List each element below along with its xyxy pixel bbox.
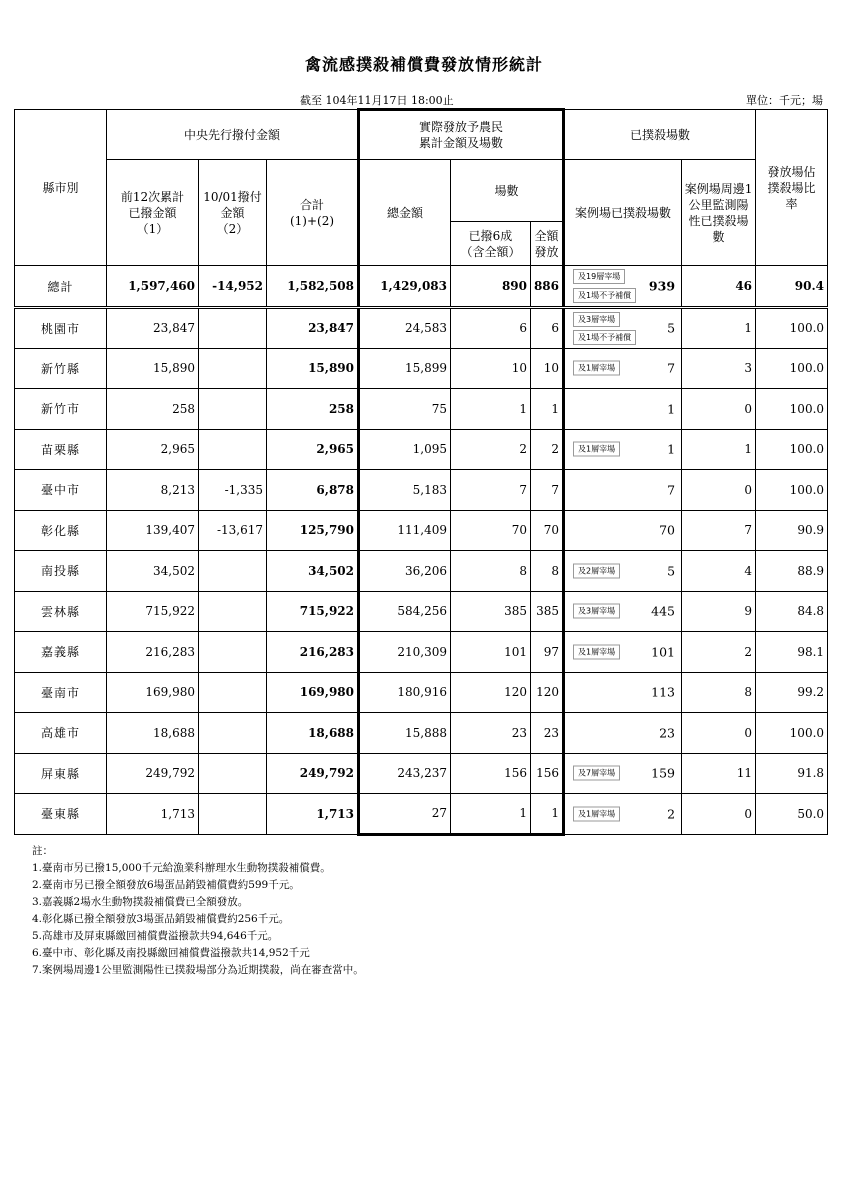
nearby-culled: 3 [682,348,756,389]
header-full: 全額 發放 [531,222,564,266]
nearby-culled: 9 [682,591,756,632]
prev12-amount: 715,922 [107,591,199,632]
case-culled-cell [564,429,682,470]
county-name: 彰化縣 [15,510,107,551]
prev12-amount: 2,965 [107,429,199,470]
partial-farms: 70 [451,510,531,551]
total-amount: 24,583 [359,308,451,349]
table-row [15,510,828,551]
oct01-amount [199,672,267,713]
note-item: 1.臺南市另已撥15,000千元給漁業科辦理水生動物撲殺補償費。 [32,862,331,874]
case-culled-cell [564,591,682,632]
county-name: 新竹市 [15,389,107,430]
nearby-culled: 0 [682,794,756,835]
ratio: 98.1 [756,632,828,673]
full-farms: 2 [531,429,564,470]
county-name: 苗栗縣 [15,429,107,470]
case-culled: 939 [648,278,676,294]
table-row [15,794,828,835]
subtotal-amount: 2,965 [267,429,359,470]
table-row [15,632,828,673]
prev12-amount: 1,713 [107,794,199,835]
case-culled-cell [564,470,682,511]
case-culled: 1 [667,441,676,457]
full-farms: 23 [531,713,564,754]
partial-farms: 1 [451,389,531,430]
note-tag: 及1層宰場 [573,806,620,821]
ratio: 100.0 [756,713,828,754]
ratio: 100.0 [756,470,828,511]
case-culled-cell [564,551,682,592]
total-amount: 180,916 [359,672,451,713]
note-tag: 及1場不予補償 [573,330,636,345]
subtotal-amount: 15,890 [267,348,359,389]
full-farms: 7 [531,470,564,511]
nearby-culled: 4 [682,551,756,592]
compensation-table [14,108,828,836]
partial-farms: 101 [451,632,531,673]
page-title: 禽流感撲殺補償費發放情形統計 [304,55,543,74]
table-row [15,308,828,349]
prev12-amount: 15,890 [107,348,199,389]
total-amount: 1,429,083 [359,266,451,308]
county-name: 南投縣 [15,551,107,592]
subtotal-amount: 216,283 [267,632,359,673]
county-name: 總計 [15,266,107,308]
oct01-amount [199,632,267,673]
prev12-amount: 18,688 [107,713,199,754]
partial-farms: 2 [451,429,531,470]
full-farms: 8 [531,551,564,592]
header-culled: 已撲殺場數 [564,110,756,160]
header-county: 縣市別 [15,110,107,266]
subtotal-amount: 169,980 [267,672,359,713]
oct01-amount: -14,952 [199,266,267,308]
total-amount: 15,899 [359,348,451,389]
note-tag: 及1層宰場 [573,442,620,457]
as-of-date: 截至 104年11月17日 18:00止 [300,94,454,107]
case-culled: 5 [667,320,676,336]
total-amount: 1,095 [359,429,451,470]
note-item: 3.嘉義縣2場水生動物撲殺補償費已全額發放。 [32,896,249,908]
case-culled: 1 [667,401,676,417]
subtotal-amount: 23,847 [267,308,359,349]
full-farms: 385 [531,591,564,632]
note-item: 5.高雄市及屏東縣繳回補償費溢撥款共94,646千元。 [32,930,279,942]
case-culled-cell [564,266,682,308]
case-culled-cell [564,348,682,389]
ratio: 88.9 [756,551,828,592]
total-amount: 27 [359,794,451,835]
nearby-culled: 0 [682,389,756,430]
nearby-culled: 0 [682,470,756,511]
case-culled-cell [564,510,682,551]
case-culled: 101 [651,644,676,660]
header-central: 中央先行撥付金額 [107,110,359,160]
subtotal-amount: 34,502 [267,551,359,592]
case-culled-cell [564,308,682,349]
nearby-culled: 11 [682,753,756,794]
nearby-culled: 0 [682,713,756,754]
oct01-amount [199,551,267,592]
full-farms: 1 [531,794,564,835]
full-farms: 120 [531,672,564,713]
full-farms: 10 [531,348,564,389]
oct01-amount [199,591,267,632]
subtotal-amount: 1,582,508 [267,266,359,308]
note-tag: 及1場不予補償 [573,288,636,303]
partial-farms: 120 [451,672,531,713]
table-row [15,429,828,470]
header-total-amount: 總金額 [359,160,451,266]
note-tag: 及3層宰場 [573,604,620,619]
oct01-amount: -13,617 [199,510,267,551]
oct01-amount [199,389,267,430]
partial-farms: 385 [451,591,531,632]
total-amount: 5,183 [359,470,451,511]
table-row [15,551,828,592]
table-row [15,348,828,389]
header-partial: 已撥6成 （含全額） [451,222,531,266]
full-farms: 1 [531,389,564,430]
oct01-amount [199,794,267,835]
subtotal-amount: 258 [267,389,359,430]
prev12-amount: 169,980 [107,672,199,713]
total-amount: 75 [359,389,451,430]
partial-farms: 156 [451,753,531,794]
case-culled-cell [564,753,682,794]
county-name: 高雄市 [15,713,107,754]
case-culled-cell [564,713,682,754]
case-culled: 7 [667,482,676,498]
note-tag: 及19層宰場 [573,269,625,284]
partial-farms: 8 [451,551,531,592]
total-amount: 15,888 [359,713,451,754]
header-case-culled: 案例場已撲殺場數 [564,160,682,266]
prev12-amount: 8,213 [107,470,199,511]
unit-label: 單位：千元；場 [746,94,823,107]
oct01-amount [199,753,267,794]
case-culled-cell [564,389,682,430]
subtotal-amount: 125,790 [267,510,359,551]
case-culled-cell [564,672,682,713]
note-tag: 及1層宰場 [573,361,620,376]
oct01-amount: -1,335 [199,470,267,511]
partial-farms: 23 [451,713,531,754]
note-item: 2.臺南市另已撥全額發放6場蛋品銷毀補償費約599千元。 [32,879,300,891]
county-name: 屏東縣 [15,753,107,794]
prev12-amount: 216,283 [107,632,199,673]
nearby-culled: 7 [682,510,756,551]
total-amount: 210,309 [359,632,451,673]
oct01-amount [199,308,267,349]
note-tag: 及7層宰場 [573,766,620,781]
subtotal-amount: 715,922 [267,591,359,632]
case-culled: 2 [667,806,676,822]
note-item: 4.彰化縣已撥全額發放3場蛋品銷毀補償費約256千元。 [32,913,290,925]
nearby-culled: 2 [682,632,756,673]
oct01-amount [199,429,267,470]
total-amount: 584,256 [359,591,451,632]
ratio: 100.0 [756,308,828,349]
county-name: 臺南市 [15,672,107,713]
table-row [15,753,828,794]
case-culled: 70 [659,522,676,538]
full-farms: 97 [531,632,564,673]
case-culled-cell [564,794,682,835]
ratio: 84.8 [756,591,828,632]
header-nearby: 案例場周邊1 公里監測陽 性已撲殺場 數 [682,160,756,266]
case-culled-cell [564,632,682,673]
case-culled: 113 [651,684,676,700]
partial-farms: 10 [451,348,531,389]
total-amount: 36,206 [359,551,451,592]
header-subtotal: 合計 (1)+(2) [267,160,359,266]
table-row [15,591,828,632]
subtotal-amount: 1,713 [267,794,359,835]
table-row [15,389,828,430]
case-culled: 23 [659,725,676,741]
nearby-culled: 8 [682,672,756,713]
note-tag: 及1層宰場 [573,644,620,659]
nearby-culled: 1 [682,308,756,349]
prev12-amount: 34,502 [107,551,199,592]
total-amount: 243,237 [359,753,451,794]
subtotal-amount: 249,792 [267,753,359,794]
table-row [15,470,828,511]
partial-farms: 890 [451,266,531,308]
prev12-amount: 258 [107,389,199,430]
notes [32,843,364,979]
county-name: 嘉義縣 [15,632,107,673]
table-row [15,672,828,713]
ratio: 100.0 [756,429,828,470]
table-row [15,713,828,754]
nearby-culled: 46 [682,266,756,308]
note-tag: 及3層宰場 [573,312,620,327]
case-culled: 5 [667,563,676,579]
full-farms: 156 [531,753,564,794]
county-name: 臺中市 [15,470,107,511]
subtotal-amount: 6,878 [267,470,359,511]
oct01-amount [199,348,267,389]
header-ratio: 發放場佔 撲殺場比 率 [756,110,828,266]
ratio: 100.0 [756,348,828,389]
partial-farms: 7 [451,470,531,511]
case-culled: 159 [651,765,676,781]
county-name: 新竹縣 [15,348,107,389]
subtotal-amount: 18,688 [267,713,359,754]
full-farms: 6 [531,308,564,349]
ratio: 90.4 [756,266,828,308]
county-name: 臺東縣 [15,794,107,835]
county-name: 雲林縣 [15,591,107,632]
ratio: 90.9 [756,510,828,551]
total-amount: 111,409 [359,510,451,551]
note-item: 6.臺中市、彰化縣及南投縣繳回補償費溢撥款共14,952千元 [32,947,310,959]
notes-label: 註： [32,845,53,857]
prev12-amount: 23,847 [107,308,199,349]
case-culled: 7 [667,360,676,376]
note-tag: 及2層宰場 [573,563,620,578]
header-prev12: 前12次累計 已撥金額 （1） [107,160,199,266]
note-item: 7.案例場周邊1公里監測陽性已撲殺場部分為近期撲殺，尚在審查當中。 [32,964,364,976]
prev12-amount: 249,792 [107,753,199,794]
prev12-amount: 139,407 [107,510,199,551]
ratio: 50.0 [756,794,828,835]
partial-farms: 1 [451,794,531,835]
county-name: 桃園市 [15,308,107,349]
ratio: 99.2 [756,672,828,713]
ratio: 91.8 [756,753,828,794]
oct01-amount [199,713,267,754]
total-row [15,266,828,308]
partial-farms: 6 [451,308,531,349]
header-oct01: 10/01撥付 金額 （2） [199,160,267,266]
full-farms: 886 [531,266,564,308]
case-culled: 445 [651,603,676,619]
prev12-amount: 1,597,460 [107,266,199,308]
full-farms: 70 [531,510,564,551]
header-actual: 實際發放予農民 累計金額及場數 [359,110,564,160]
nearby-culled: 1 [682,429,756,470]
ratio: 100.0 [756,389,828,430]
header-farms: 場數 [451,160,564,222]
